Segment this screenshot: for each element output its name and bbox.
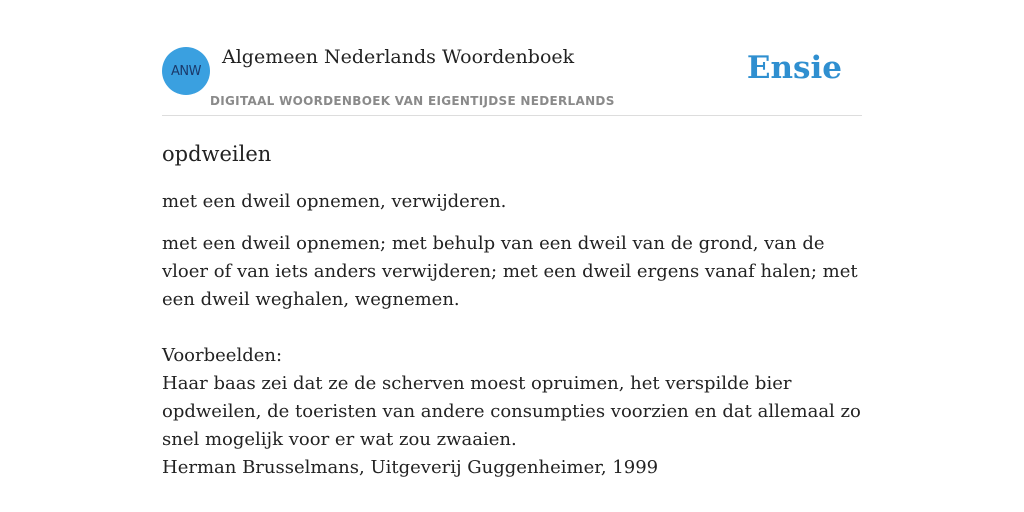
anw-logo[interactable] (162, 47, 210, 95)
ensie-brand-link[interactable]: Ensie (746, 50, 842, 86)
logo-text: ANW (171, 63, 201, 79)
long-definition: met een dweil opnemen; met behulp van een dweil van de grond, van de vloer of van iets anders verwijderen; met een dweil ergens vanaf halen; met een dweil weghalen, wegnemen. (162, 233, 858, 310)
example-text: Haar baas zei dat ze de scherven moest opruimen, het verspilde bier opdweilen, de toeristen van andere consumpties voorzien en dat allemaal zo snel mogelijk voor er wat zou zwaaien. (162, 373, 861, 450)
site-subtitle: DIGITAAL WOORDENBOEK VAN EIGENTIJDSE NEDERLANDS (210, 94, 615, 108)
header-divider (162, 115, 862, 116)
short-definition: met een dweil opnemen, verwijderen. (162, 191, 507, 212)
entry-content (162, 138, 862, 482)
site-title[interactable]: Algemeen Nederlands Woordenboek (222, 46, 575, 68)
examples-block (162, 342, 862, 482)
example-source: Herman Brusselmans, Uitgeverij Guggenheimer, 1999 (162, 457, 659, 478)
headword: opdweilen (162, 142, 272, 166)
examples-label: Voorbeelden: (162, 345, 283, 366)
